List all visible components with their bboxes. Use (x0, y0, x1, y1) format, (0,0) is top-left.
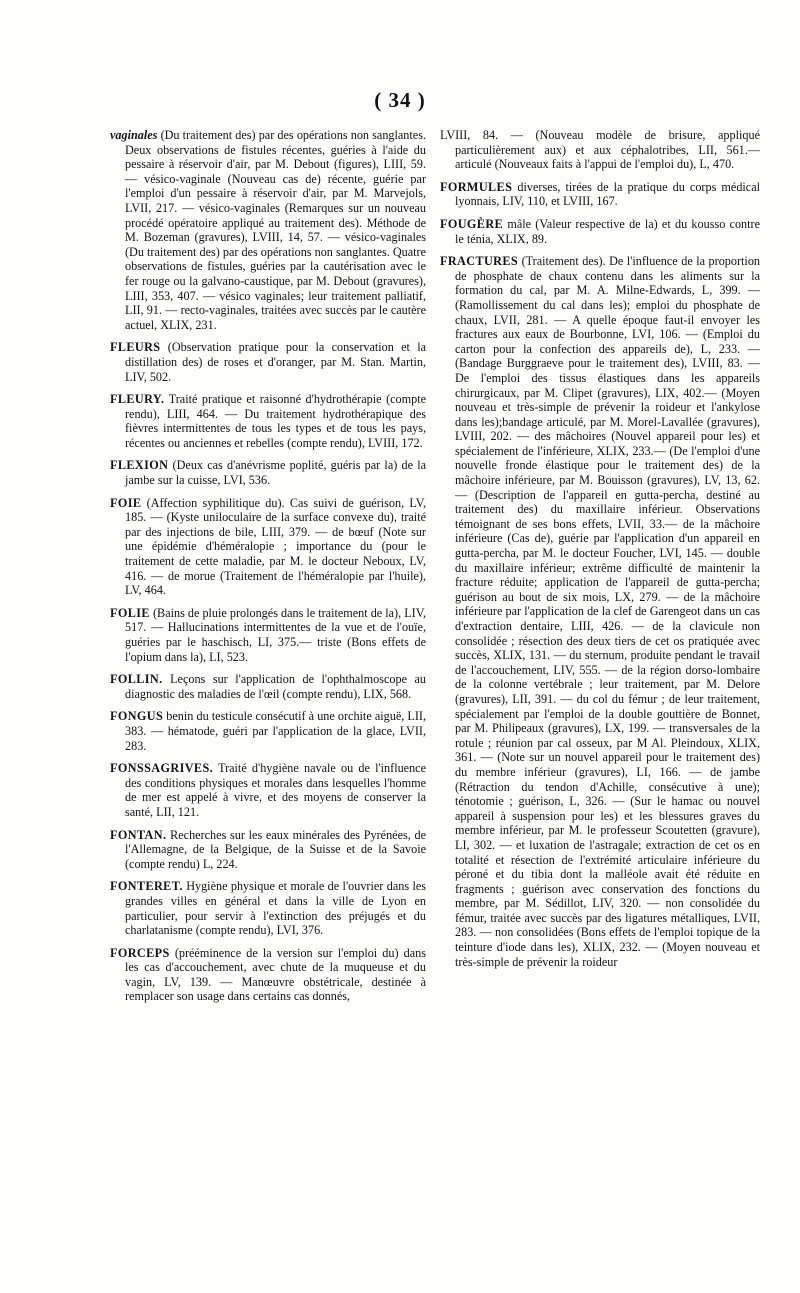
entry-headword: vaginales (110, 128, 158, 142)
entry-text: Traité d'hygiène navale ou de l'influence des conditions physiques et morales dans lesquelles l'homme de mer est appelé à vivre, et des moyens de conserver la santé, LII, 121. (125, 761, 427, 819)
entry-headword: FOUGÈRE (440, 216, 504, 231)
entry-text: (Affection syphilitique du). Cas suivi de guérison, LV, 185. — (Kyste uniloculaire de la surface convexe du), traité par des injections de bile, LIII, 379. — de bœuf (Note sur une épidémie d'héméralopie ; importance du (pour le traitement de cette maladie, par M. le docteur Neboux, LV, 416. — de morue (Traitement de l'héméralopie par l'huile), LV, 464. (125, 495, 426, 598)
entry-headword: FOIE (110, 495, 142, 510)
entry-text: Recherches sur les eaux minérales des Pyrénées, de l'Allemagne, de la Belgique, de la Suisse et de la Savoie (compte rendu) L, 224. (125, 827, 426, 871)
entry-headword: FOLIE (110, 605, 150, 620)
index-entry-fractures (440, 254, 760, 969)
index-entry-forceps (110, 946, 426, 1004)
entry-headword: FONTAN. (110, 827, 167, 842)
index-entry-fontan (110, 828, 426, 872)
index-entry-fleurs (110, 340, 426, 384)
index-entry-formules (440, 180, 760, 209)
entry-headword: FONGUS (110, 709, 164, 724)
entry-text: (prééminence de la version sur l'emploi du) dans les cas d'accouchement, avec chute de la muqueuse et du vagin, LV, 139. — Manœuvre obstétricale, destinée à remplacer son usage dans certains cas donnés, (125, 945, 427, 1004)
index-entry-vaginales (110, 128, 426, 332)
index-entry-flexion (110, 458, 426, 487)
entry-text: (Traitement des). De l'influence de la proportion de phosphate de chaux contenu dans les aliments sur la formation du cal, par M. A. Milne-Edwards, L, 399. — (Ramollissement du cal dans les); emploi du phosphate de chaux, LVII, 281. — A quelle époque faut-il envoyer les fractures aux eaux de Bourbonne, LVI, 106. — (Emploi du carton pour la confection des appareils de), L, 233. — (Bandage Burggraeve pour le traitement des), LVIII, 83. — De l'emploi des tissus élastiques dans les appareils chirurgicaux, par M. Clipet (gravures), LIX, 402.— (Moyen nouveau et très-simple de prévenir la roideur et l'ankylose dans les);bandage articulé, par M. Morel-Lavallée (gravures), LVIII, 202. — des mâchoires (Nouvel appareil pour les) et spécialement de l'inférieure, XLIX, 233.— (De l'emploi d'une nouvelle fronde élastique pour le traitement des) de la mâchoire inférieure, par M. Bouisson (gravures), LV, 13, 62. — (Description de l'appareil en gutta-percha, destiné au traitement des) du maxillaire inférieur. Observations témoignant de ses bons effets, LVII, 33.— de la mâchoire inférieure (Cas de), guérie par l'application d'un appareil en gutta-percha, par M. le docteur Foucher, LVI, 145. — double du maxillaire inférieur; extrême difficulté de maintenir la fracture réduite; application de l'appareil de gutta-percha; guérison au bout de six mois, LX, 279. — de la mâchoire inférieure par l'application de la clef de Garengeot dans un cas d'extraction dentaire, LIII, 426. — de la clavicule non consolidée ; résection des deux tiers de cet os pratiquée avec succès, XLIX, 131. — du sternum, produite pendant le travail de l'accouchement, LIV, 555. — de la région dorso-lombaire de la colonne vertébrale ; leur traitement, par M. Delore (gravures), LII, 391. — du col du fémur ; de leur traitement, spécialement par l'emploi de la double gouttière de Bonnet, par M. Philipeaux (gravures), LX, 199. — transversales de la rotule ; réunion par cal osseux, par M Al. Pleindoux, XLIX, 361. — (Note sur un nouvel appareil pour le traitement des) du membre inférieur (gravures), LI, 166. — de jambe (Rétraction du tendon d'Achille, consécutive à une); ténotomie ; guérison, L, 326. — (Sur le hamac ou nouvel appareil à suspension pour les) et les blessures graves du membre inférieur, par M. le professeur Scoutetten (gravure), LI, 302. — et luxation de l'astragale; extraction de cet os en totalité et résection de l'extrémité articulaire inférieure du péroné et du tibia dont la malléole avait été réduite en fragments ; guérison avec conservation des fonctions du membre, par M. Sédillot, LIV, 320. — non consolidée du fémur, traitée avec succès par des ligatures métalliques, LVII, 283. — non consolidées (Bons effets de l'emploi topique de la teinture d'iode dans les), XLIX, 232. — (Moyen nouveau et très-simple de prévenir la roideur (455, 254, 761, 969)
page-number: ( 34 ) (374, 88, 426, 112)
index-entry-forceps-continued (440, 128, 760, 172)
entry-headword: FLEXION (110, 458, 169, 473)
left-column (110, 128, 426, 1012)
entry-text: (Observation pratique pour la conservation et la distillation des) de roses et d'oranger, par M. Stan. Martin, LIV, 502. (125, 340, 426, 384)
index-entry-fleury (110, 392, 426, 450)
right-column (440, 128, 760, 977)
entry-text: (Bains de pluie prolongés dans le traitement de la), LIV, 517. — Hallucinations intermittentes de la vue et de l'ouïe, guéries par le haschisch, LI, 375.— triste (Bons effets de l'opium dans la), LI, 523. (125, 605, 427, 664)
entry-text: Leçons sur l'application de l'ophthalmoscope au diagnostic des maladies de l'œil (compte rendu), LIX, 568. (125, 672, 426, 701)
entry-headword: FLEURS (110, 340, 161, 355)
index-entry-follin (110, 672, 426, 701)
index-entry-folie (110, 606, 426, 664)
index-entry-fonssagrives (110, 761, 426, 819)
entry-headword: FONSSAGRIVES. (110, 761, 214, 776)
entry-text: LVIII, 84. — (Nouveau modèle de brisure, appliqué particulièrement aux) et aux céphalotribes, LII, 561.— articulé (Nouveaux faits à l'appui de l'emploi du), L, 470. (440, 128, 760, 172)
index-entry-fonteret (110, 879, 426, 937)
entry-headword: FONTERET. (110, 879, 183, 894)
entry-text: Traité pratique et raisonné d'hydrothérapie (compte rendu), LIII, 464. — Du traitement hydrothérapique des fièvres intermittentes de tous les types et de tous les pays, récentes ou anciennes et rebelles (compte rendu), LVIII, 172. (125, 392, 426, 450)
entry-text: (Deux cas d'anévrisme poplité, guéris par la) de la jambe sur la cuisse, LVI, 536. (125, 458, 426, 488)
entry-headword: FORMULES (440, 179, 513, 194)
entry-text: benin du testicule consécutif à une orchite aiguë, LII, 383. — hématode, guéri par l'application de la glace, LVII, 283. (125, 709, 426, 753)
entry-text: (Du traitement des) par des opérations non sanglantes. Deux observations de fistules récentes, guéries à l'aide du pessaire à réservoir d'air, par M. Debout (figures), LIII, 59. — vésico-vaginale (Nouveau cas de) récente, guérie par l'emploi d'un pessaire à réservoir d'air, par M. Marvejols, LVII, 217. — vésico-vaginales (Remarques sur un nouveau procédé opératoire appliqué au traitement des). Méthode de M. Bozeman (gravures), LVIII, 14, 57. — vésico-vaginales (Du traitement des) par des opérations non sanglantes. Quatre observations de fistules, guéries par la cautérisation avec le fer rouge ou la galvano-caustique, par M. Debout (gravures), LIII, 353, 407. — vésico vaginales; leur traitement palliatif, LII, 91. — recto-vaginales, traitées avec succès par le cautère actuel, XLIX, 231. (125, 128, 426, 332)
entry-headword: FLEURY. (110, 392, 165, 407)
entry-headword: FOLLIN. (110, 672, 163, 687)
index-entry-foie (110, 496, 426, 598)
entry-text: mâle (Valeur respective de la) et du kousso contre le ténia, XLIX, 89. (455, 216, 760, 246)
entry-text: Hygiène physique et morale de l'ouvrier dans les grandes villes en général et dans la ville de Lyon en particulier, pour servir à l'extinction des préjugés et du charlatanisme (compte rendu), LVI, 376. (125, 879, 426, 938)
index-entry-fongus (110, 709, 426, 753)
entry-text: diverses, tirées de la pratique du corps médical lyonnais, LIV, 110, et LVIII, 167. (455, 179, 761, 209)
entry-headword: FRACTURES (440, 254, 519, 269)
entry-headword: FORCEPS (110, 945, 170, 960)
index-entry-fougere (440, 217, 760, 246)
